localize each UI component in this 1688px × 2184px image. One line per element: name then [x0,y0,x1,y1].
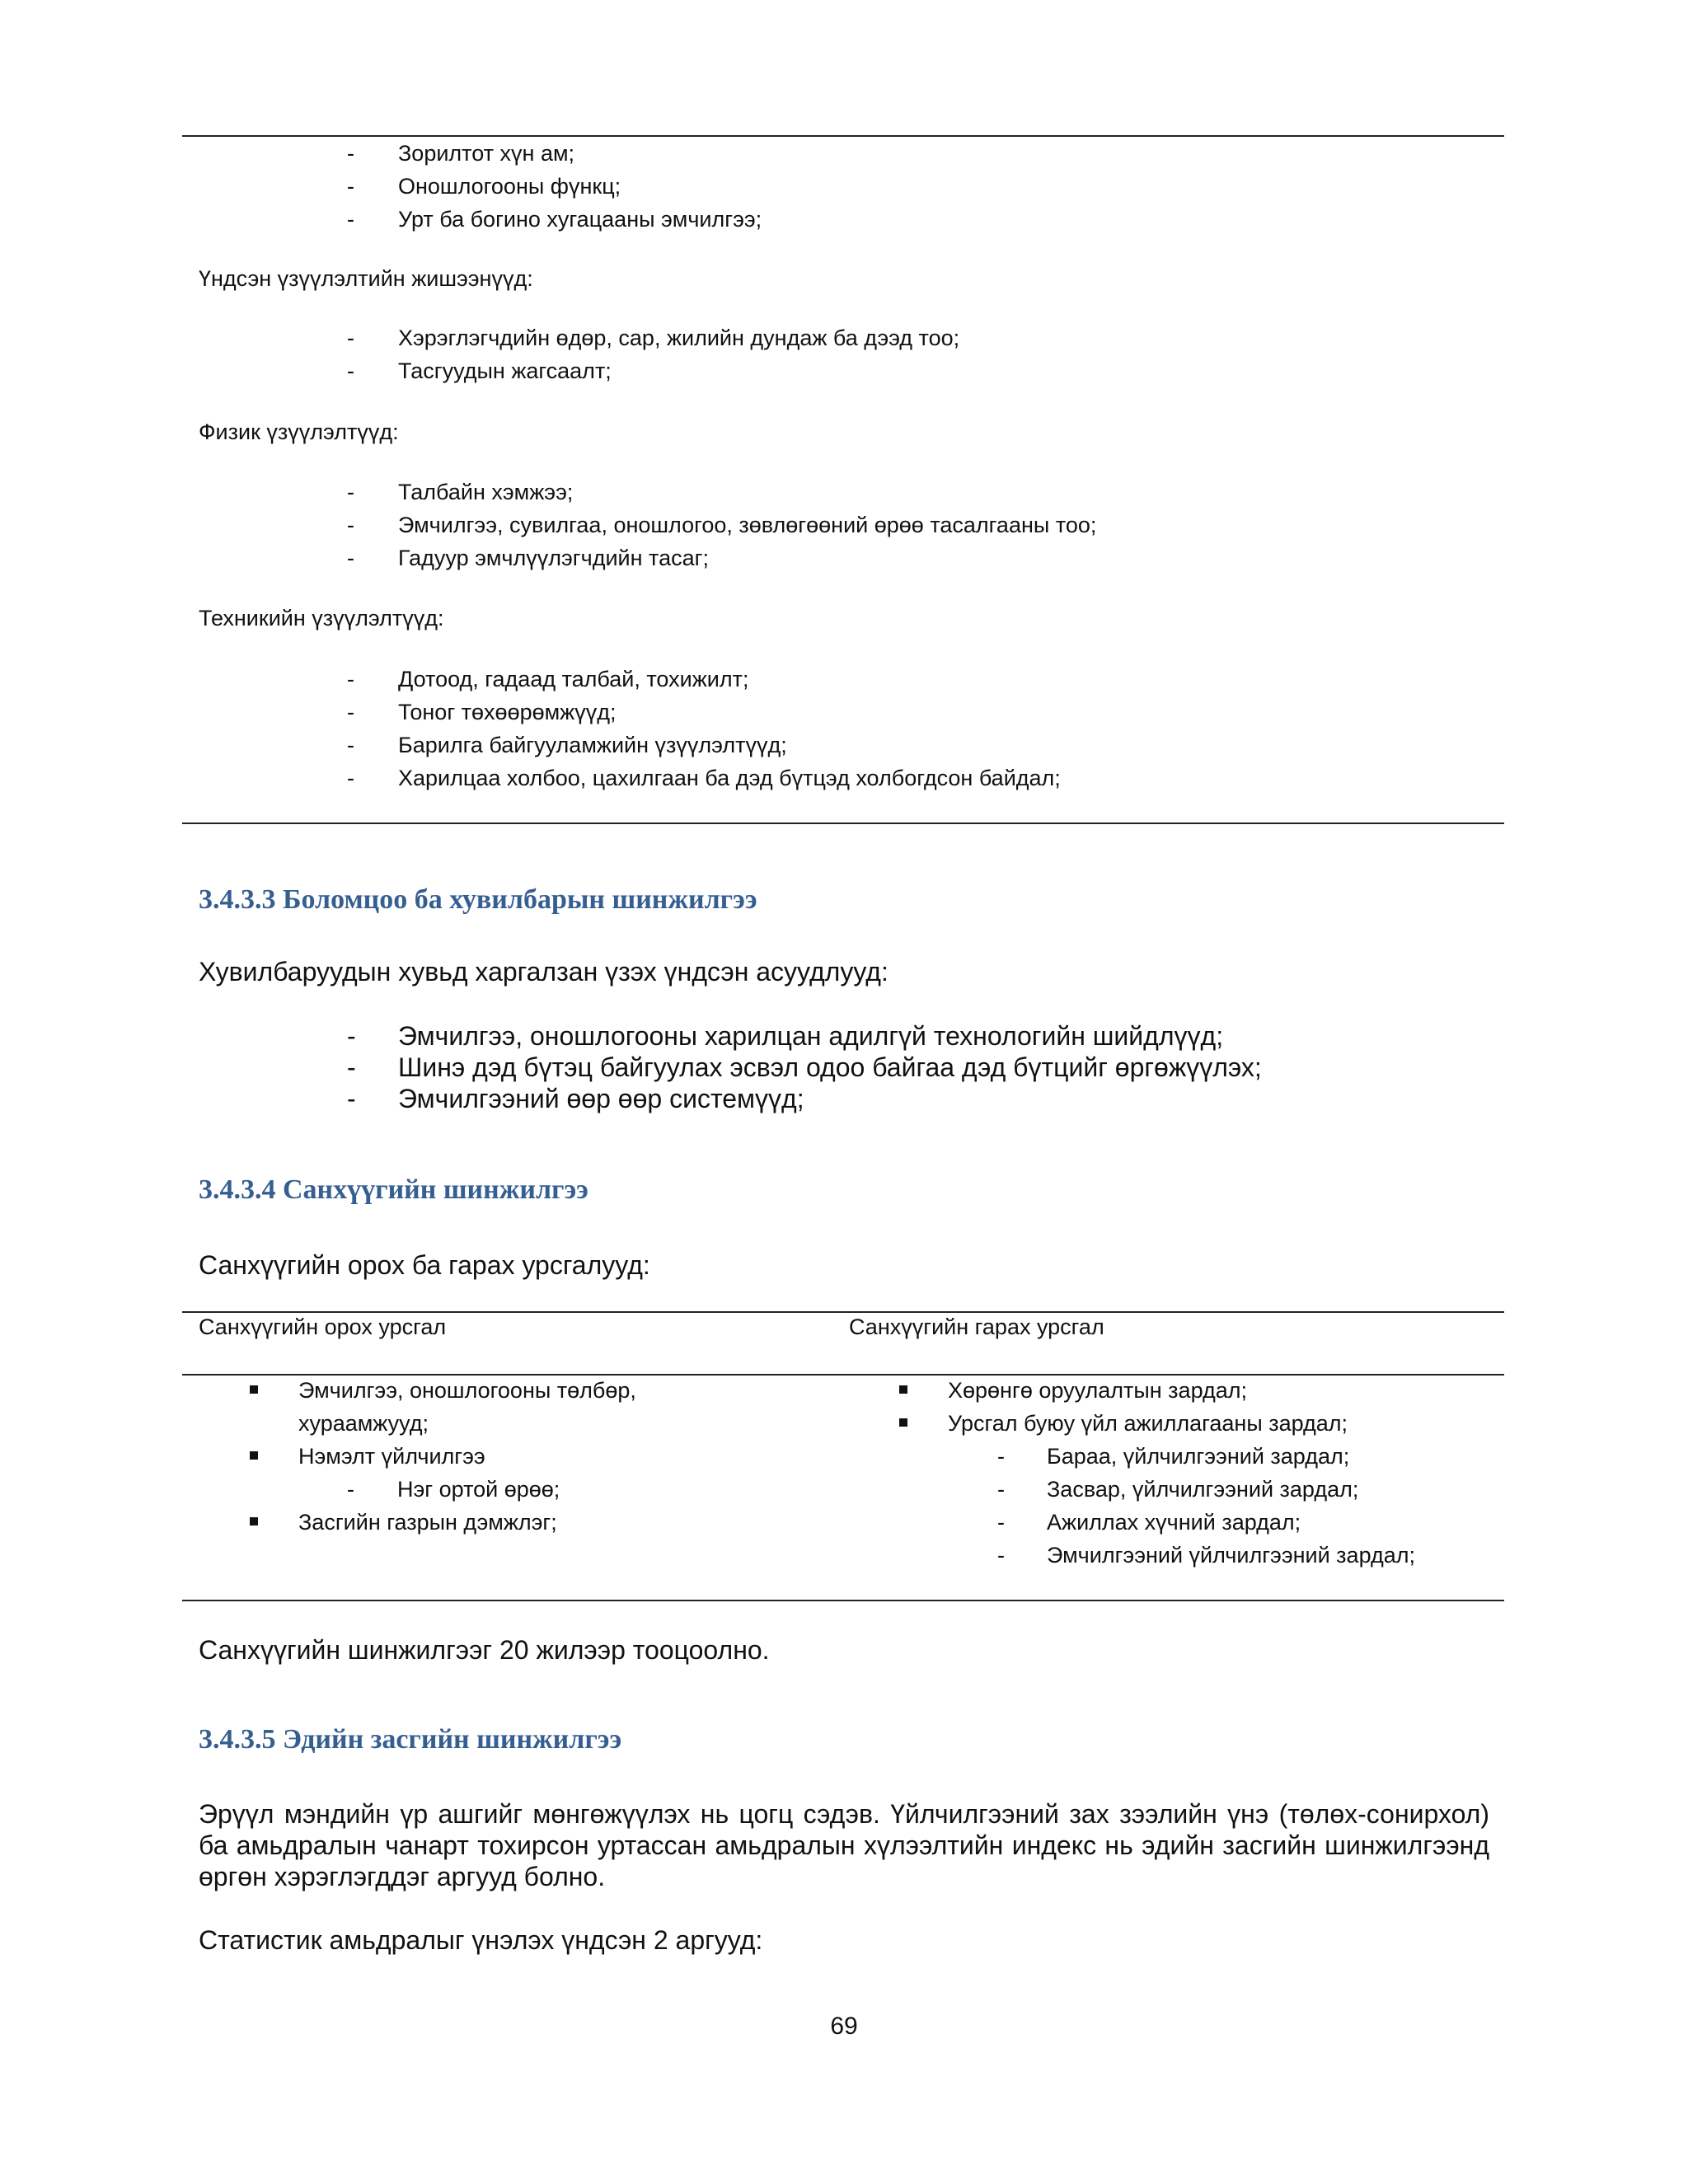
section-heading: 3.4.3.4 Санхүүгийн шинжилгээ [199,1174,588,1205]
square-bullet-icon [899,1385,907,1394]
list-item: - Эмчилгээ, сувилгаа, оношлогоо, зөвлөгөөний өрөө тасалгааны тоо; [182,509,1096,541]
list-item: - Харилцаа холбоо, цахилгаан ба дэд бүтцэд холбогдсон байдал; [182,762,1061,794]
section-heading: 3.4.3.3 Боломцоо ба хувилбарын шинжилгээ [199,884,757,915]
section-closing: Статистик амьдралыг үнэлэх үндсэн 2 аргууд: [199,1925,763,1955]
dash-marker: - [347,1477,354,1502]
list-item: - Оношлогооны фүнкц; [182,170,762,203]
dash-marker: - [997,1444,1005,1469]
dash-marker: - [997,1543,1005,1568]
list-item: - Урт ба богино хугацааны эмчилгээ; [182,203,762,236]
square-bullet-icon [250,1517,258,1526]
dash-marker: - [347,766,354,790]
list-item: - Ажиллах хүчний зардал; [897,1506,1504,1539]
dash-marker: - [347,1084,356,1113]
dash-marker: - [347,480,354,504]
list-item: Нэмэлт үйлчилгээ [247,1440,709,1473]
dash-marker: - [997,1477,1005,1502]
dash-marker: - [347,359,354,383]
square-bullet-icon [250,1385,258,1394]
inflow-list [247,1374,709,1539]
list-item: Хөрөнгө оруулалтын зардал; [897,1374,1504,1407]
top-bullet-list [182,137,762,236]
list-item: Эмчилгээ, оношлогооны төлбөр, хураамжууд; [247,1374,709,1440]
section-intro: Хувилбаруудын хувьд харгалзан үзэх үндсэн асуудлууд: [199,957,889,987]
section-paragraph: Эрүүл мэндийн үр ашгийг мөнгөжүүлэх нь цогц сэдэв. Үйлчилгээний зах зээлийн үнэ (төлөх-сонирхол) ба амьдралын чанарт тохирсон уртассан амьдралын хүлээлтийн индекс нь эдийн засгийн шинжилгээнд өргөн хэрэглэгддэг аргууд болно. [199,1799,1489,1891]
square-bullet-icon [899,1418,907,1427]
list-item: - Тоног төхөөрөмжүүд; [182,696,1061,729]
dash-marker: - [347,513,354,537]
dash-marker: - [347,174,354,199]
dash-marker: - [347,733,354,757]
physical-indicators-label: Физик үзүүлэлтүүд: [199,419,399,444]
list-item: Урсгал буюу үйл ажиллагааны зардал; [897,1407,1504,1440]
list-item: - Барилга байгууламжийн үзүүлэлтүүд; [182,729,1061,762]
section-divider [182,823,1504,824]
section-heading: 3.4.3.5 Эдийн засгийн шинжилгээ [199,1724,622,1755]
dash-marker: - [347,207,354,232]
list-item: - Талбайн хэмжээ; [182,476,1096,509]
section-intro: Санхүүгийн орох ба гарах урсгалууд: [199,1250,650,1280]
dash-marker: - [347,1021,356,1051]
dash-marker: - [347,1052,356,1082]
outflow-list [897,1374,1504,1572]
dash-marker: - [347,667,354,691]
list-item: - Шинэ дэд бүтэц байгуулах эсвэл одоо байгаа дэд бүтцийг өргөжүүлэх; [347,1052,1262,1082]
table-bottom-rule [182,1600,1504,1601]
dash-marker: - [347,326,354,350]
list-item: - Эмчилгээний үйлчилгээний зардал; [897,1539,1504,1572]
list-item: - Бараа, үйлчилгээний зардал; [897,1440,1504,1473]
table-header-inflow: Санхүүгийн орох урсгал [199,1315,447,1339]
square-bullet-icon [250,1451,258,1460]
dash-marker: - [347,141,354,166]
list-item: Засгийн газрын дэмжлэг; [247,1506,709,1539]
basic-indicators-label: Үндсэн үзүүлэлтийн жишээнүүд: [199,266,533,291]
list-item: - Тасгуудын жагсаалт; [182,354,959,387]
list-item: - Нэг ортой өрөө; [247,1473,709,1506]
list-item: - Дотоод, гадаад талбай, тохижилт; [182,663,1061,696]
table-header-outflow: Санхүүгийн гарах урсгал [849,1315,1104,1339]
dash-marker: - [347,546,354,570]
list-item: - Хэрэглэгчдийн өдөр, сар, жилийн дундаж ба дээд тоо; [182,321,959,354]
list-item: - Эмчилгээний өөр өөр системүүд; [347,1084,804,1113]
section-closing: Санхүүгийн шинжилгээг 20 жилээр тооцоолно. [199,1635,770,1665]
page-number: 69 [830,2013,858,2040]
basic-indicators-list [182,321,959,387]
list-item: - Эмчилгээ, оношлогооны харилцан адилгүй технологийн шийдлүүд; [347,1021,1224,1051]
table-top-rule [182,1311,1504,1313]
technical-indicators-label: Техникийн үзүүлэлтүүд: [199,606,444,630]
alternatives-list [182,1020,1262,1114]
list-item: - Засвар, үйлчилгээний зардал; [897,1473,1504,1506]
list-item: - Гадуур эмчлүүлэгчдийн тасаг; [182,541,1096,574]
list-item: - Зорилтот хүн ам; [182,137,762,170]
technical-indicators-list [182,663,1061,794]
dash-marker: - [997,1510,1005,1535]
physical-indicators-list [182,476,1096,574]
dash-marker: - [347,700,354,724]
